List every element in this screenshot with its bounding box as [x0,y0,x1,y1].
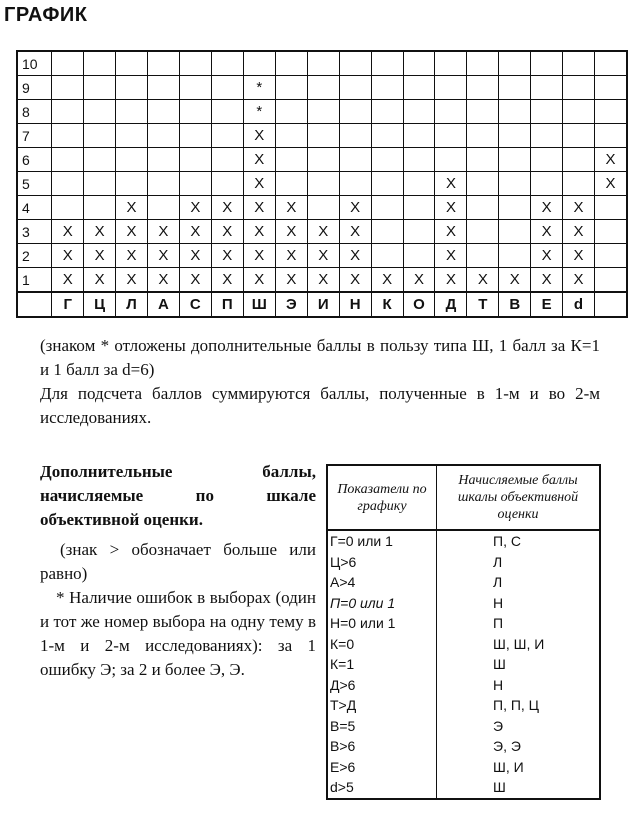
grid-cell [531,100,563,124]
grid-cell: X [179,196,211,220]
grid-cell [563,100,595,124]
grid-cell: X [435,244,467,268]
grid-cell [403,76,435,100]
score-rule-row [327,736,600,757]
grid-cell: X [211,244,243,268]
grid-row-label: 7 [17,124,52,148]
grid-cell [531,124,563,148]
grid-cell: X [307,268,339,293]
header-indicators: Показатели по графику [327,465,437,530]
rule-points: Э [437,716,601,737]
grid-cell [84,196,116,220]
grid-cell [371,244,403,268]
grid-cell [147,76,179,100]
grid-cell: X [211,220,243,244]
grid-cell: X [84,220,116,244]
grid-cell [147,124,179,148]
grid-row-label: 10 [17,51,52,76]
grid-cell: X [116,196,148,220]
grid-column-label: Е [531,292,563,317]
rule-points: Ш, Ш, И [437,634,601,655]
grid-cell [307,100,339,124]
rule-points: Н [437,675,601,696]
grid-cell [339,100,371,124]
grid-cell [594,244,627,268]
rule-indicator: Д>6 [330,676,356,693]
grid-cell: X [116,220,148,244]
grid-column-label: В [499,292,531,317]
score-rule-row [327,530,600,552]
grid-cell: X [531,196,563,220]
grid-cell: X [275,196,307,220]
rule-indicator: К=0 [330,635,355,652]
grid-cell [467,51,499,76]
grid-cell: X [435,196,467,220]
grid-cell [339,124,371,148]
grid-cell [403,100,435,124]
grid-cell: X [275,268,307,293]
score-rule-row [327,552,600,573]
grid-cell [467,172,499,196]
grid-cell [594,220,627,244]
score-rule-row [327,675,600,696]
grid-cell: X [563,244,595,268]
grid-cell [179,124,211,148]
grid-cell: X [52,244,84,268]
grid-cell [84,76,116,100]
grid-cell [52,148,84,172]
grid-cell [339,51,371,76]
grid-cell [52,100,84,124]
grid-cell [52,51,84,76]
grid-cell [147,51,179,76]
grid-cell [371,148,403,172]
grid-cell [243,51,275,76]
score-rule-row [327,654,600,675]
grid-cell: X [275,220,307,244]
grid-column-label: Ш [243,292,275,317]
grid-cell [339,148,371,172]
grid-cell [147,172,179,196]
grid-cell [499,124,531,148]
grid-cell: X [243,220,275,244]
grid-cell [499,196,531,220]
grid-cell [116,172,148,196]
errors-note: * Наличие ошибок в выборах (один и тот же номер выбора на одну тему в 1-м и 2-м исследованиях): за 1 ошибку Э; за 2 и более Э, Э. [40,588,316,679]
grid-cell [563,124,595,148]
grid-cell [594,268,627,293]
rule-points: П, П, Ц [437,695,601,716]
grid-cell [339,172,371,196]
grid-cell [499,244,531,268]
grid-cell [403,51,435,76]
grid-cell: X [243,124,275,148]
grid-cell [307,124,339,148]
grid-row-label: 3 [17,220,52,244]
grid-cell: X [563,220,595,244]
grid-cell [116,76,148,100]
grid-cell [84,148,116,172]
grid-cell [339,76,371,100]
grid-cell [307,196,339,220]
grid-cell: X [467,268,499,293]
extra-points-heading: Дополнительные баллы, начисляемые по шкале объективной оценки. [40,462,316,529]
grid-cell [467,76,499,100]
grid-cell [594,124,627,148]
grid-cell: X [147,220,179,244]
grid-cell [84,172,116,196]
grid-row-label: 9 [17,76,52,100]
grid-cell [371,196,403,220]
grid-cell [403,220,435,244]
grid-cell [307,51,339,76]
grid-cell [52,76,84,100]
grid-cell [371,76,403,100]
rule-points: Л [437,572,601,593]
grid-cell [403,124,435,148]
grid-cell [211,76,243,100]
grid-cell: X [243,196,275,220]
grid-cell: X [179,220,211,244]
grid-column-label: Д [435,292,467,317]
grid-cell: X [594,148,627,172]
grid-row [17,196,627,220]
grid-column-label: К [371,292,403,317]
grid-cell [179,148,211,172]
rule-points: П, С [437,530,601,552]
score-rule-row [327,634,600,655]
grid-cell [179,76,211,100]
grid-cell: X [594,172,627,196]
rule-indicator: Т>Д [330,697,357,713]
grid-column-label: Л [116,292,148,317]
grid-cell [594,76,627,100]
grid-cell: X [275,244,307,268]
grid-cell [435,124,467,148]
grid-cell: * [243,76,275,100]
score-rule-row [327,757,600,778]
grid-cell [179,100,211,124]
rule-indicator: К=1 [330,656,355,672]
grid-corner [17,292,52,317]
grid-cell [84,51,116,76]
grid-cell [84,100,116,124]
grid-cell: X [339,244,371,268]
grid-cell [116,100,148,124]
rule-indicator: Е>6 [330,758,356,775]
grid-cell [116,148,148,172]
grid-cell [211,172,243,196]
score-rule-row [327,716,600,737]
grid-cell: X [243,148,275,172]
rule-points: Ш, И [437,757,601,778]
grid-row-label: 4 [17,196,52,220]
grid-cell [116,51,148,76]
grid-cell: X [116,268,148,293]
header-points: Начисляемые баллы шкалы объективной оценки [437,465,601,530]
rule-indicator: А>4 [330,574,356,590]
grid-cell: * [243,100,275,124]
grid-cell [403,244,435,268]
grid-cell [275,172,307,196]
grid-cell [52,172,84,196]
grid-column-label: И [307,292,339,317]
grid-cell [371,51,403,76]
grid-cell [307,76,339,100]
grid-cell: X [307,220,339,244]
grid-cell: X [531,244,563,268]
grid-cell [211,124,243,148]
grid-cell: X [243,268,275,293]
grid-column-label: А [147,292,179,317]
grid-cell: X [147,268,179,293]
grid-cell [467,124,499,148]
rule-indicator: d>5 [330,779,354,795]
grid-cell: X [339,268,371,293]
rule-points: Э, Э [437,736,601,757]
rule-indicator: Н=0 или 1 [330,615,396,631]
grid-row-label: 6 [17,148,52,172]
grid-cell: X [307,244,339,268]
grid-cell: X [179,268,211,293]
grid-cell [563,51,595,76]
score-rule-row [327,593,600,614]
grid-cell [403,172,435,196]
summing-note: Для подсчета баллов суммируются баллы, полученные в 1-м и во 2-м исследованиях. [40,384,600,427]
grid-cell [499,100,531,124]
grid-row [17,148,627,172]
grid-row [17,124,627,148]
rule-points: Ш [437,777,601,799]
grid-cell [467,244,499,268]
grid-cell: X [563,268,595,293]
grid-cell [307,148,339,172]
rule-points: П [437,613,601,634]
grid-cell [499,220,531,244]
rule-indicator: Ц>6 [330,553,357,570]
grid-cell [275,100,307,124]
grid-cell: X [84,244,116,268]
grid-cell: X [339,220,371,244]
grid-cell [467,196,499,220]
grid-cell [435,76,467,100]
grid-cell: X [403,268,435,293]
grid-cell [563,148,595,172]
grid-column-label: О [403,292,435,317]
grid-cell [371,220,403,244]
rule-points: Н [437,593,601,614]
objective-score-table [326,464,601,800]
grid-cell [307,172,339,196]
grid-column-label: Э [275,292,307,317]
grid-column-label: П [211,292,243,317]
grid-cell [563,172,595,196]
rule-indicator: П=0 или 1 [330,594,396,611]
grid-cell [499,51,531,76]
grid-row-label: 2 [17,244,52,268]
grid-cell: X [147,244,179,268]
grid-cell: X [52,268,84,293]
grid-cell [435,51,467,76]
grid-row [17,268,627,293]
grid-cell [147,196,179,220]
rule-indicator: В>6 [330,738,356,754]
grid-cell [211,100,243,124]
grid-cell [403,148,435,172]
grid-cell [147,100,179,124]
grid-cell [371,172,403,196]
grid-cell [435,100,467,124]
grid-cell [52,124,84,148]
score-grid [16,50,628,318]
grid-cell: X [531,268,563,293]
grid-cell [531,76,563,100]
grid-cell [531,172,563,196]
grid-row [17,244,627,268]
grid-cell [403,196,435,220]
grid-cell: X [116,244,148,268]
rule-indicator: В=5 [330,717,356,734]
grid-column-label: Ц [84,292,116,317]
grid-cell: X [435,268,467,293]
grid-cell [371,100,403,124]
grid-footnote: (знаком * отложены дополнительные баллы в пользу типа Ш, 1 балл за К=1 и 1 балл за d=6) [40,336,600,379]
rule-points: Ш [437,654,601,675]
grid-cell: X [243,172,275,196]
grid-cell [467,220,499,244]
grid-row-label: 8 [17,100,52,124]
page-title: ГРАФИК [4,4,88,26]
grid-cell [52,196,84,220]
grid-cell [499,148,531,172]
score-rule-row [327,695,600,716]
grid-row [17,51,627,76]
grid-cell [499,76,531,100]
grid-column-labels [17,292,627,317]
grid-cell [563,76,595,100]
sign-note: (знак > обозначает больше или равно) [40,540,316,583]
grid-row [17,220,627,244]
grid-cell: X [435,172,467,196]
score-rule-row [327,572,600,593]
grid-cell [467,148,499,172]
grid-column-label [594,292,627,317]
score-rule-row [327,777,600,799]
grid-column-label: С [179,292,211,317]
grid-column-label: Г [52,292,84,317]
grid-row [17,100,627,124]
grid-cell: X [435,220,467,244]
grid-column-label: Н [339,292,371,317]
rule-indicator: Г=0 или 1 [330,533,393,549]
grid-cell: X [499,268,531,293]
grid-row-label: 1 [17,268,52,293]
grid-cell: X [243,244,275,268]
grid-cell: X [563,196,595,220]
grid-cell [84,124,116,148]
grid-cell [275,124,307,148]
grid-cell [116,124,148,148]
grid-cell: X [179,244,211,268]
grid-cell [594,196,627,220]
grid-cell [531,148,563,172]
grid-cell [275,76,307,100]
grid-cell: X [531,220,563,244]
score-rule-row [327,613,600,634]
grid-cell: X [52,220,84,244]
grid-column-label: d [563,292,595,317]
grid-cell [179,172,211,196]
grid-cell [147,148,179,172]
grid-cell [211,51,243,76]
grid-cell [435,148,467,172]
grid-cell [467,100,499,124]
grid-cell [179,51,211,76]
rule-points: Л [437,552,601,573]
grid-cell [499,172,531,196]
grid-cell [275,51,307,76]
grid-cell [594,100,627,124]
grid-row [17,172,627,196]
grid-cell: X [211,268,243,293]
grid-row-label: 5 [17,172,52,196]
grid-cell: X [371,268,403,293]
grid-cell: X [339,196,371,220]
grid-cell [371,124,403,148]
grid-cell: X [84,268,116,293]
grid-cell [275,148,307,172]
grid-cell [531,51,563,76]
grid-cell [211,148,243,172]
grid-cell: X [211,196,243,220]
grid-cell [594,51,627,76]
grid-column-label: Т [467,292,499,317]
grid-row [17,76,627,100]
